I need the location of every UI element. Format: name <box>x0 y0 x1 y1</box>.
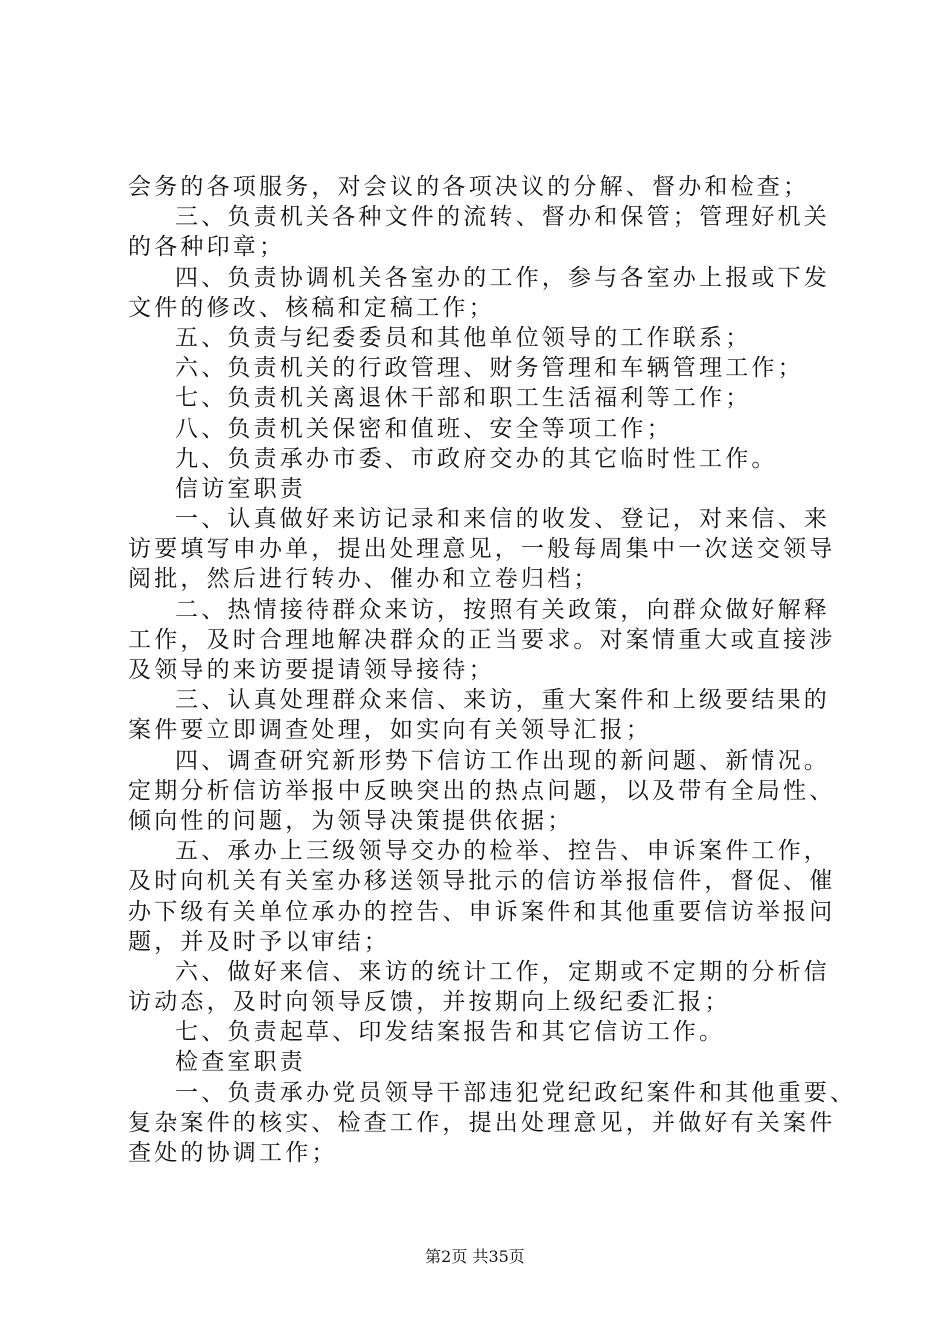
text-line: 九、负责承办市委、市政府交办的其它临时性工作。 <box>175 445 778 472</box>
text-line: 五、承办上三级领导交办的检举、控告、申诉案件工作， <box>175 838 830 865</box>
text-line: 三、认真处理群众来信、来访，重大案件和上级要结果的 <box>175 687 830 714</box>
text-line: 六、负责机关的行政管理、财务管理和车辆管理工作； <box>175 355 804 382</box>
text-line: 阅批，然后进行转办、催办和立卷归档； <box>128 566 600 593</box>
text-line: 一、负责承办党员领导干部违犯党纪政纪案件和其他重要、 <box>175 1079 857 1106</box>
text-line: 定期分析信访举报中反映突出的热点问题，以及带有全局性、 <box>128 777 836 804</box>
text-line: 倾向性的问题，为领导决策提供依据； <box>128 807 574 834</box>
text-line: 七、负责机关离退休干部和职工生活福利等工作； <box>175 385 752 412</box>
text-line: 七、负责起草、印发结案报告和其它信访工作。 <box>175 1019 726 1046</box>
text-line: 访要填写申办单，提出处理意见，一般每周集中一次送交领导 <box>128 536 836 563</box>
text-line: 复杂案件的核实、检查工作，提出处理意见，并做好有关案件 <box>128 1109 836 1136</box>
text-line: 工作，及时合理地解决群众的正当要求。对案情重大或直接涉 <box>128 626 836 653</box>
text-line: 二、热情接待群众来访，按照有关政策，向群众做好解释 <box>175 596 830 623</box>
text-line: 文件的修改、核稿和定稿工作； <box>128 294 495 321</box>
text-line: 访动态，及时向领导反馈，并按期向上级纪委汇报； <box>128 989 731 1016</box>
document-body <box>128 172 857 1168</box>
text-line: 及领导的来访要提请领导接待； <box>128 657 495 683</box>
text-line: 四、负责协调机关各室办的工作，参与各室办上报或下发 <box>175 264 830 291</box>
text-line: 一、认真做好来访记录和来信的收发、登记，对来信、来 <box>175 506 830 533</box>
text-line: 信访室职责 <box>175 475 306 502</box>
text-line: 八、负责机关保密和值班、安全等项工作； <box>175 415 673 442</box>
text-line: 题，并及时予以审结； <box>128 928 390 955</box>
text-line: 四、调查研究新形势下信访工作出现的新问题、新情况。 <box>175 747 830 774</box>
text-line: 及时向机关有关室办移送领导批示的信访举报信件，督促、催 <box>128 868 836 895</box>
text-line: 会务的各项服务，对会议的各项决议的分解、督办和检查； <box>128 174 810 200</box>
text-line: 三、负责机关各种文件的流转、督办和保管；管理好机关 <box>175 204 830 231</box>
text-line: 查处的协调工作； <box>128 1140 338 1166</box>
text-line: 办下级有关单位承办的控告、申诉案件和其他重要信访举报问 <box>128 898 836 925</box>
text-line: 案件要立即调查处理，如实向有关领导汇报； <box>128 717 652 744</box>
page-footer: 第2页 共35页 <box>425 1247 525 1266</box>
text-line: 的各种印章； <box>128 234 286 261</box>
text-line: 五、负责与纪委委员和其他单位领导的工作联系； <box>175 324 752 351</box>
text-line: 检查室职责 <box>175 1049 306 1076</box>
text-line: 六、做好来信、来访的统计工作，定期或不定期的分析信 <box>175 958 830 985</box>
